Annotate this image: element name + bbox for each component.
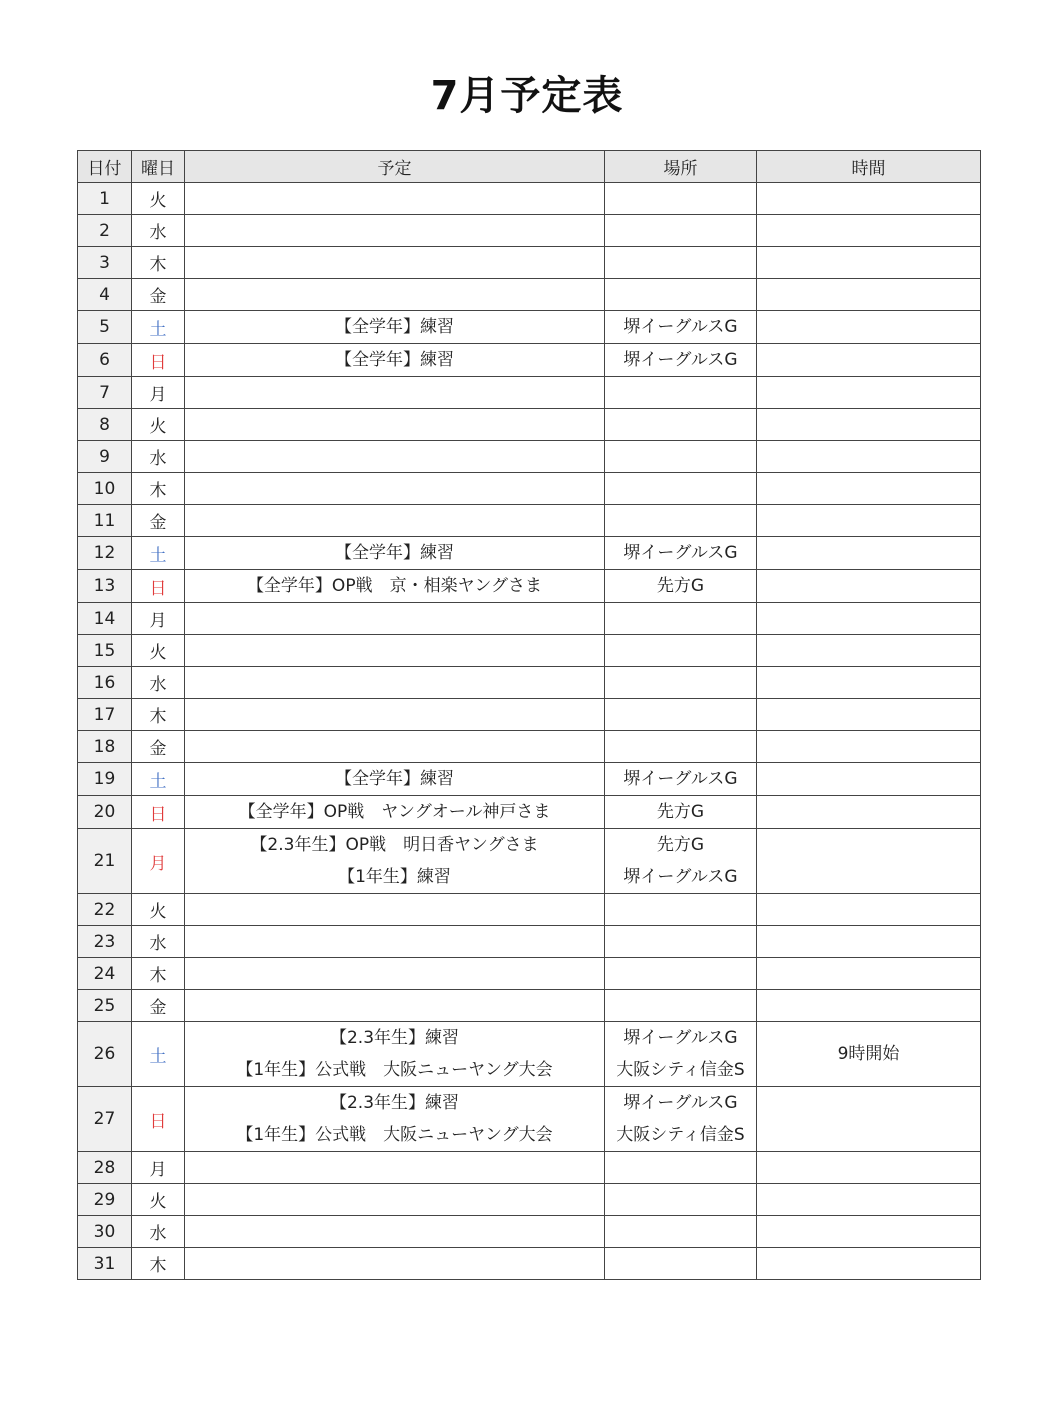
table-row: [78, 603, 981, 635]
table-row: [78, 990, 981, 1022]
plan-cell: [185, 344, 605, 377]
place-text: 大阪シティ信金S: [616, 1125, 745, 1145]
table-row: [78, 1022, 981, 1087]
time-cell: [757, 667, 981, 699]
day-cell: 14: [78, 603, 132, 635]
weekday-cell: 火: [132, 635, 185, 667]
time-cell: [757, 570, 981, 603]
weekday-cell: 土: [132, 311, 185, 344]
plan-cell: [185, 603, 605, 635]
time-cell: [757, 215, 981, 247]
place-cell: [605, 731, 757, 763]
plan-cell: [185, 990, 605, 1022]
weekday-cell: 土: [132, 1022, 185, 1087]
day-cell: 19: [78, 763, 132, 796]
page-title: 7月予定表: [430, 73, 624, 119]
weekday-cell: 土: [132, 537, 185, 570]
time-cell: [757, 247, 981, 279]
weekday-cell: 水: [132, 215, 185, 247]
plan-text: 【1年生】公式戦 大阪ニューヤング大会: [236, 1125, 553, 1145]
place-text: 堺イーグルスG: [623, 769, 738, 789]
time-cell: [757, 1152, 981, 1184]
day-cell: 10: [78, 473, 132, 505]
day-cell: 21: [78, 829, 132, 894]
time-cell: [757, 796, 981, 829]
weekday-cell: 日: [132, 1087, 185, 1152]
weekday-cell: 金: [132, 731, 185, 763]
plan-cell: [185, 958, 605, 990]
plan-cell: [185, 183, 605, 215]
plan-cell: [185, 441, 605, 473]
day-cell: 15: [78, 635, 132, 667]
plan-text: 【2.3年生】OP戦 明日香ヤングさま: [250, 835, 539, 855]
plan-cell: [185, 279, 605, 311]
place-cell: [605, 699, 757, 731]
table-row: [78, 441, 981, 473]
day-cell: 12: [78, 537, 132, 570]
weekday-cell: 木: [132, 1248, 185, 1280]
plan-cell: [185, 1248, 605, 1280]
plan-text: 【全学年】練習: [335, 543, 454, 563]
table-row: [78, 473, 981, 505]
place-cell: [605, 505, 757, 537]
time-cell: [757, 505, 981, 537]
time-cell: [757, 990, 981, 1022]
place-cell: [605, 667, 757, 699]
table-row: [78, 279, 981, 311]
day-cell: 11: [78, 505, 132, 537]
plan-cell: [185, 763, 605, 796]
table-row: [78, 377, 981, 409]
time-cell: [757, 699, 981, 731]
time-cell: [757, 409, 981, 441]
plan-cell: [185, 829, 605, 894]
place-cell: [605, 311, 757, 344]
place-cell: [605, 409, 757, 441]
place-cell: [605, 377, 757, 409]
place-cell: [605, 570, 757, 603]
day-cell: 28: [78, 1152, 132, 1184]
plan-cell: [185, 699, 605, 731]
place-text: 先方G: [656, 576, 705, 596]
time-cell: [757, 537, 981, 570]
day-cell: 2: [78, 215, 132, 247]
place-cell: [605, 958, 757, 990]
weekday-cell: 水: [132, 1216, 185, 1248]
day-cell: 24: [78, 958, 132, 990]
time-cell: [757, 731, 981, 763]
day-cell: 6: [78, 344, 132, 377]
header-plan: 予定: [185, 151, 605, 183]
weekday-cell: 木: [132, 473, 185, 505]
table-row: [78, 183, 981, 215]
plan-text: 【全学年】練習: [335, 317, 454, 337]
place-text: 堺イーグルスG: [623, 350, 738, 370]
weekday-cell: 火: [132, 894, 185, 926]
day-cell: 27: [78, 1087, 132, 1152]
place-cell: [605, 279, 757, 311]
table-row: [78, 926, 981, 958]
place-cell: [605, 603, 757, 635]
place-cell: [605, 1248, 757, 1280]
day-cell: 17: [78, 699, 132, 731]
table-row: [78, 829, 981, 894]
plan-cell: [185, 505, 605, 537]
place-text: 大阪シティ信金S: [616, 1060, 745, 1080]
day-cell: 29: [78, 1184, 132, 1216]
plan-text: 【全学年】練習: [335, 769, 454, 789]
time-cell: [757, 1022, 981, 1087]
table-row: [78, 667, 981, 699]
place-cell: [605, 1216, 757, 1248]
place-cell: [605, 1022, 757, 1087]
table-row: [78, 699, 981, 731]
time-cell: [757, 473, 981, 505]
plan-cell: [185, 409, 605, 441]
place-text: 堺イーグルスG: [623, 317, 738, 337]
time-cell: [757, 344, 981, 377]
table-row: [78, 796, 981, 829]
weekday-cell: 水: [132, 667, 185, 699]
time-cell: [757, 958, 981, 990]
table-row: [78, 894, 981, 926]
time-cell: [757, 311, 981, 344]
table-row: [78, 1184, 981, 1216]
plan-cell: [185, 635, 605, 667]
weekday-cell: 金: [132, 990, 185, 1022]
day-cell: 26: [78, 1022, 132, 1087]
day-cell: 18: [78, 731, 132, 763]
day-cell: 13: [78, 570, 132, 603]
day-cell: 20: [78, 796, 132, 829]
day-cell: 16: [78, 667, 132, 699]
plan-cell: [185, 1022, 605, 1087]
table-row: [78, 409, 981, 441]
header-weekday: 曜日: [132, 151, 185, 183]
plan-text: 【全学年】OP戦 京・相楽ヤングさま: [246, 576, 543, 596]
day-cell: 22: [78, 894, 132, 926]
place-cell: [605, 473, 757, 505]
place-cell: [605, 1087, 757, 1152]
plan-cell: [185, 537, 605, 570]
time-cell: [757, 183, 981, 215]
table-row: [78, 958, 981, 990]
table-row: [78, 215, 981, 247]
schedule-body: [78, 183, 981, 1280]
place-cell: [605, 829, 757, 894]
day-cell: 5: [78, 311, 132, 344]
plan-cell: [185, 1184, 605, 1216]
table-row: [78, 731, 981, 763]
plan-cell: [185, 894, 605, 926]
plan-text: 【2.3年生】練習: [329, 1028, 460, 1048]
plan-cell: [185, 926, 605, 958]
plan-cell: [185, 215, 605, 247]
time-cell: [757, 1216, 981, 1248]
weekday-cell: 金: [132, 279, 185, 311]
plan-cell: [185, 473, 605, 505]
table-row: [78, 1248, 981, 1280]
time-text: 9時開始: [837, 1044, 900, 1064]
time-cell: [757, 763, 981, 796]
place-text: 堺イーグルスG: [623, 1028, 738, 1048]
plan-text: 【1年生】公式戦 大阪ニューヤング大会: [236, 1060, 553, 1080]
place-text: 堺イーグルスG: [623, 867, 738, 887]
weekday-cell: 月: [132, 1152, 185, 1184]
table-row: [78, 247, 981, 279]
plan-text: 【全学年】OP戦 ヤングオール神戸さま: [238, 802, 551, 822]
plan-cell: [185, 1216, 605, 1248]
time-cell: [757, 926, 981, 958]
time-cell: [757, 279, 981, 311]
table-row: [78, 1152, 981, 1184]
time-cell: [757, 441, 981, 473]
day-cell: 8: [78, 409, 132, 441]
place-cell: [605, 441, 757, 473]
place-cell: [605, 183, 757, 215]
place-cell: [605, 247, 757, 279]
day-cell: 25: [78, 990, 132, 1022]
table-row: [78, 570, 981, 603]
place-cell: [605, 763, 757, 796]
day-cell: 31: [78, 1248, 132, 1280]
day-cell: 4: [78, 279, 132, 311]
day-cell: 9: [78, 441, 132, 473]
place-text: 堺イーグルスG: [623, 543, 738, 563]
plan-cell: [185, 311, 605, 344]
weekday-cell: 火: [132, 1184, 185, 1216]
table-row: [78, 1216, 981, 1248]
weekday-cell: 水: [132, 441, 185, 473]
plan-cell: [185, 570, 605, 603]
place-text: 先方G: [656, 835, 705, 855]
plan-cell: [185, 247, 605, 279]
time-cell: [757, 1184, 981, 1216]
table-row: [78, 344, 981, 377]
weekday-cell: 木: [132, 247, 185, 279]
weekday-cell: 木: [132, 699, 185, 731]
schedule-table: [77, 150, 981, 1280]
weekday-cell: 金: [132, 505, 185, 537]
time-cell: [757, 1248, 981, 1280]
day-cell: 23: [78, 926, 132, 958]
table-row: [78, 505, 981, 537]
place-cell: [605, 215, 757, 247]
place-cell: [605, 796, 757, 829]
weekday-cell: 月: [132, 829, 185, 894]
time-cell: [757, 377, 981, 409]
table-row: [78, 763, 981, 796]
plan-text: 【2.3年生】練習: [329, 1093, 460, 1113]
plan-cell: [185, 667, 605, 699]
time-cell: [757, 1087, 981, 1152]
plan-text: 【全学年】練習: [335, 350, 454, 370]
place-text: 先方G: [656, 802, 705, 822]
place-cell: [605, 926, 757, 958]
plan-cell: [185, 377, 605, 409]
plan-cell: [185, 1152, 605, 1184]
weekday-cell: 土: [132, 763, 185, 796]
time-cell: [757, 829, 981, 894]
place-cell: [605, 990, 757, 1022]
plan-cell: [185, 796, 605, 829]
weekday-cell: 月: [132, 377, 185, 409]
place-cell: [605, 1184, 757, 1216]
weekday-cell: 水: [132, 926, 185, 958]
place-cell: [605, 894, 757, 926]
day-cell: 30: [78, 1216, 132, 1248]
weekday-cell: 日: [132, 344, 185, 377]
time-cell: [757, 603, 981, 635]
weekday-cell: 火: [132, 409, 185, 441]
place-cell: [605, 1152, 757, 1184]
weekday-cell: 木: [132, 958, 185, 990]
table-row: [78, 537, 981, 570]
day-cell: 1: [78, 183, 132, 215]
header-row: [78, 151, 981, 183]
time-cell: [757, 894, 981, 926]
table-row: [78, 311, 981, 344]
place-cell: [605, 344, 757, 377]
plan-text: 【1年生】練習: [338, 867, 451, 887]
weekday-cell: 火: [132, 183, 185, 215]
day-cell: 7: [78, 377, 132, 409]
header-time: 時間: [757, 151, 981, 183]
header-place: 場所: [605, 151, 757, 183]
plan-cell: [185, 1087, 605, 1152]
place-cell: [605, 635, 757, 667]
place-cell: [605, 537, 757, 570]
table-row: [78, 1087, 981, 1152]
time-cell: [757, 635, 981, 667]
table-row: [78, 635, 981, 667]
header-day: 日付: [78, 151, 132, 183]
weekday-cell: 月: [132, 603, 185, 635]
place-text: 堺イーグルスG: [623, 1093, 738, 1113]
plan-cell: [185, 731, 605, 763]
weekday-cell: 日: [132, 796, 185, 829]
day-cell: 3: [78, 247, 132, 279]
weekday-cell: 日: [132, 570, 185, 603]
